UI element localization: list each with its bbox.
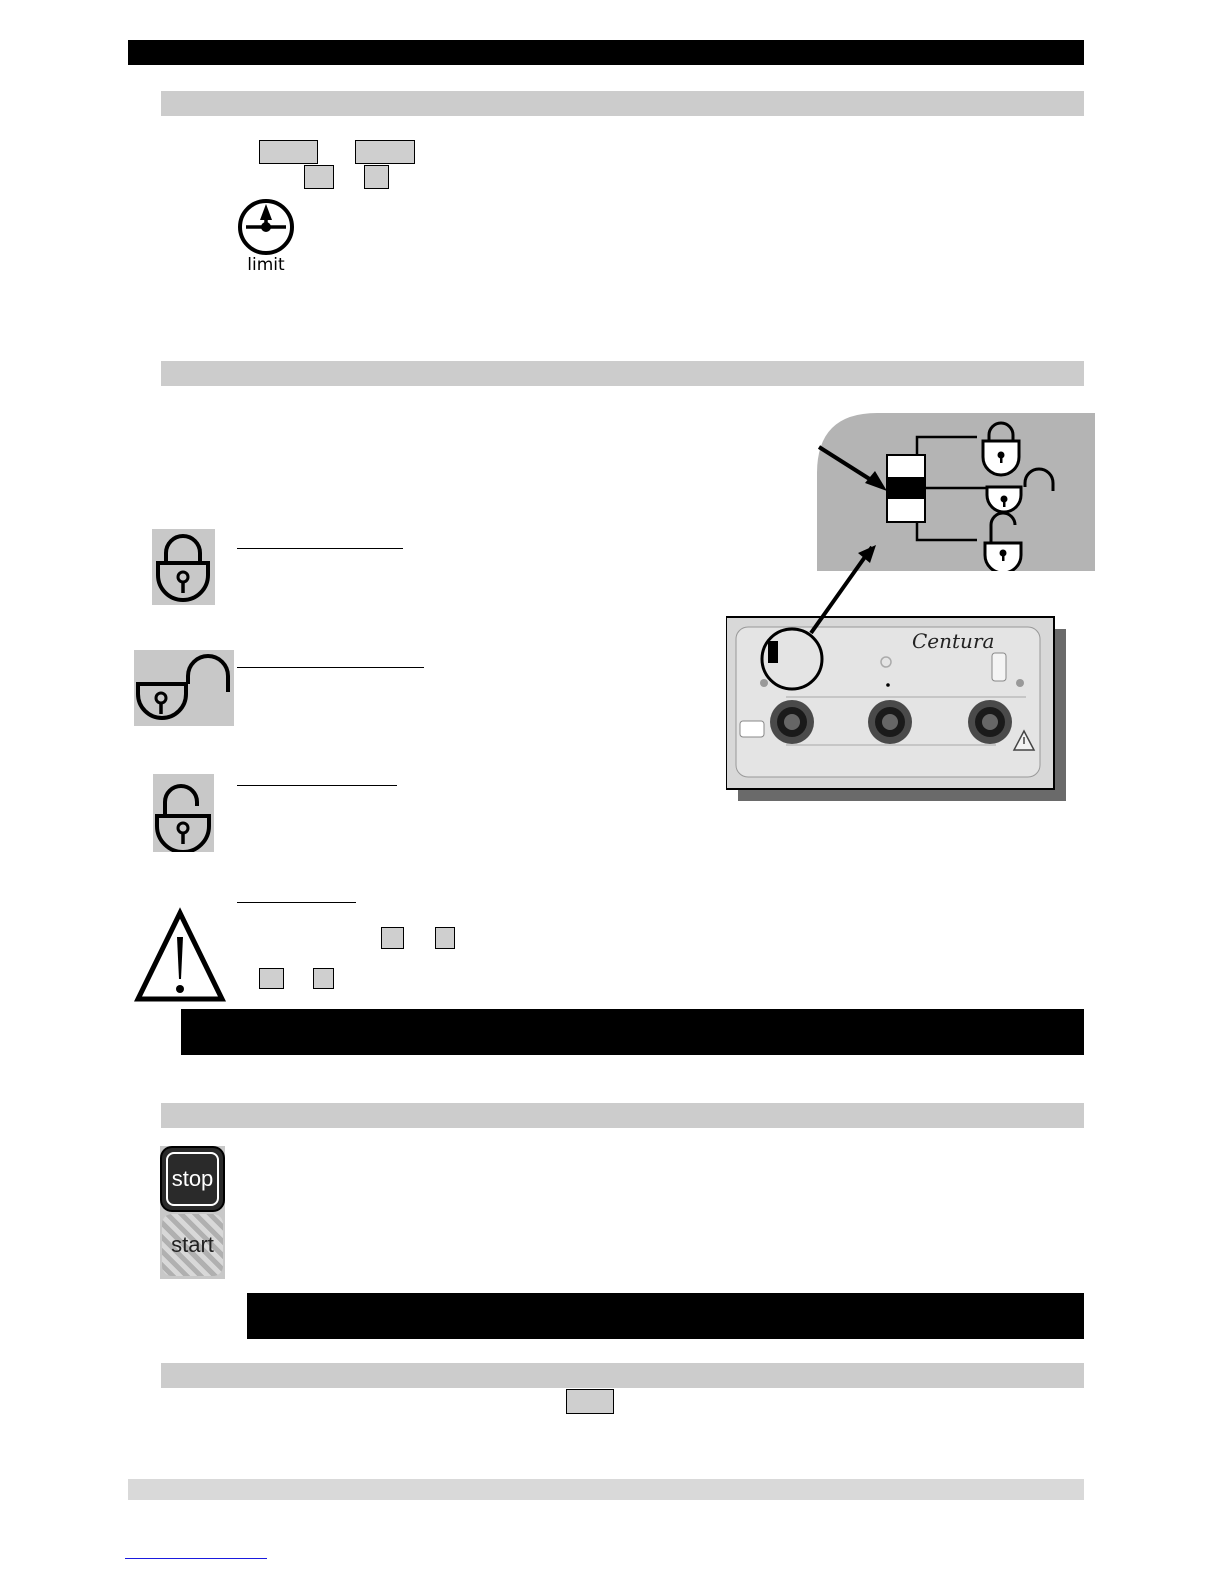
start-label: start bbox=[171, 1232, 214, 1257]
stop-label: stop bbox=[171, 1166, 214, 1191]
section-header-bar-2 bbox=[161, 361, 1084, 386]
section-header-bar-1 bbox=[161, 91, 1084, 116]
underlined-heading bbox=[237, 785, 397, 786]
start-button-icon bbox=[162, 1214, 223, 1276]
key-box bbox=[259, 968, 284, 989]
section-header-bar-3 bbox=[161, 1103, 1084, 1128]
stop-button-icon bbox=[162, 1148, 223, 1210]
key-box bbox=[259, 140, 318, 164]
key-box bbox=[355, 140, 415, 164]
padlock-open-side-icon bbox=[134, 650, 234, 726]
underlined-heading bbox=[237, 902, 356, 903]
underlined-heading bbox=[237, 667, 424, 668]
limit-icon bbox=[232, 196, 300, 280]
section-header-bar-4 bbox=[161, 1363, 1084, 1388]
control-panel-photo bbox=[726, 545, 1066, 801]
note-bar bbox=[247, 1293, 1084, 1339]
warning-bar bbox=[181, 1009, 1084, 1055]
key-box bbox=[364, 165, 389, 189]
footer-link[interactable] bbox=[125, 1558, 267, 1559]
panel-brand-label: Centura bbox=[912, 629, 995, 653]
key-box bbox=[313, 968, 334, 989]
key-box bbox=[381, 927, 404, 949]
underlined-heading bbox=[237, 548, 403, 549]
limit-label: limit bbox=[247, 255, 285, 275]
key-box bbox=[304, 165, 334, 189]
key-box bbox=[566, 1389, 614, 1414]
page-header-bar bbox=[128, 40, 1084, 65]
warning-triangle-icon bbox=[134, 907, 226, 1003]
padlock-closed-icon bbox=[152, 529, 215, 605]
key-box bbox=[435, 927, 455, 949]
stop-start-buttons bbox=[160, 1146, 225, 1279]
footer-bar bbox=[128, 1479, 1084, 1500]
padlock-open-icon bbox=[153, 774, 214, 852]
